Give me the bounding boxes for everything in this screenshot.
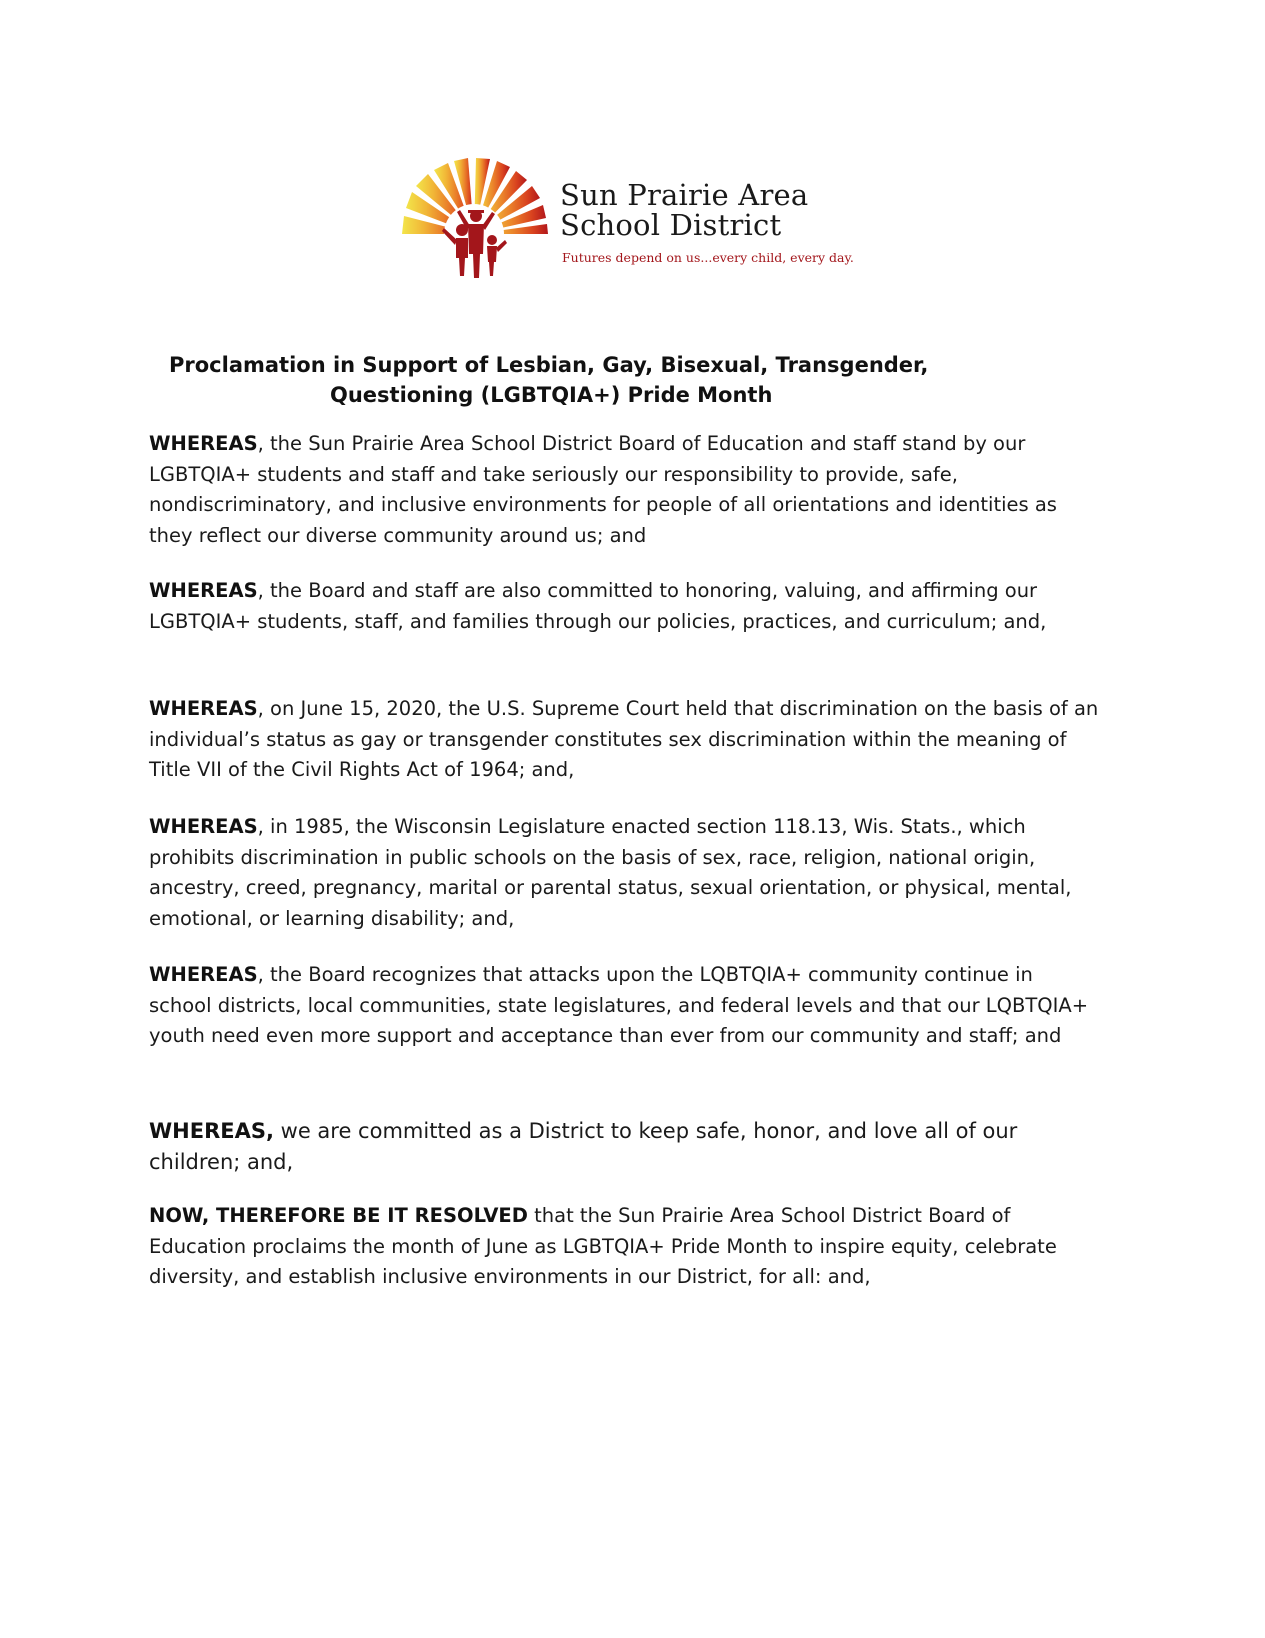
paragraph-lead: WHEREAS [149, 815, 258, 838]
paragraph-lead: WHEREAS [149, 697, 258, 720]
district-logo [402, 158, 862, 288]
whereas-paragraph-4 [149, 812, 1099, 934]
paragraph-text: , the Sun Prairie Area School District Board of Education and staff stand by our LGBTQIA+ students and staff and take seriously our responsibility to provide, safe, nondiscriminatory, and inclusive environments for people of all orientations and identities as they reflect our diverse community around us; and [149, 432, 1057, 547]
sun-family-emblem-icon [402, 158, 562, 283]
paragraph-text: , on June 15, 2020, the U.S. Supreme Court held that discrimination on the basis of an individual’s status as gay or transgender constitutes sex discrimination within the meaning of Title VII of the Civil Rights Act of 1964; and, [149, 697, 1099, 781]
paragraph-text: that the Sun Prairie Area School District Board of Education proclaims the month of June as LGBTQIA+ Pride Month to inspire equity, celebrate diversity, and establish inclusive environments in our District, for all: and, [149, 1204, 1057, 1288]
district-tagline: Futures depend on us...every child, every day. [562, 250, 854, 265]
paragraph-lead: WHEREAS [149, 579, 258, 602]
page-title [150, 350, 950, 410]
paragraph-lead: WHEREAS, [149, 1119, 274, 1143]
paragraph-lead: NOW, THEREFORE BE IT RESOLVED [149, 1204, 528, 1227]
paragraph-text: we are committed as a District to keep safe, honor, and love all of our children; and, [149, 1119, 1018, 1174]
paragraph-text: , the Board and staff are also committed to honoring, valuing, and affirming our LGBTQIA+ students, staff, and families through our policies, practices, and curriculum; and, [149, 579, 1047, 633]
district-name-line-2: School District [560, 208, 782, 242]
district-name-line-1: Sun Prairie Area [560, 178, 809, 212]
whereas-paragraph-1 [149, 429, 1099, 551]
whereas-paragraph-6 [149, 1116, 1099, 1178]
title-line-2: Questioning (LGBTQIA+) Pride Month [330, 383, 773, 407]
whereas-paragraph-5 [149, 960, 1099, 1052]
whereas-paragraph-2 [149, 576, 1099, 637]
paragraph-text: , in 1985, the Wisconsin Legislature enacted section 118.13, Wis. Stats., which prohibits discrimination in public schools on the basis of sex, race, religion, national origin, ancestry, creed, pregnancy, marital or parental status, sexual orientation, or physical, mental, emotional, or learning disability; and, [149, 815, 1072, 930]
whereas-paragraph-3 [149, 694, 1099, 786]
paragraph-lead: WHEREAS [149, 963, 258, 986]
resolution-paragraph [149, 1201, 1099, 1293]
title-line-1: Proclamation in Support of Lesbian, Gay, Bisexual, Transgender, [169, 353, 929, 377]
paragraph-lead: WHEREAS [149, 432, 258, 455]
paragraph-text: , the Board recognizes that attacks upon the LQBTQIA+ community continue in school districts, local communities, state legislatures, and federal levels and that our LQBTQIA+ youth need even more support and acceptance than ever from our community and staff; and [149, 963, 1089, 1047]
